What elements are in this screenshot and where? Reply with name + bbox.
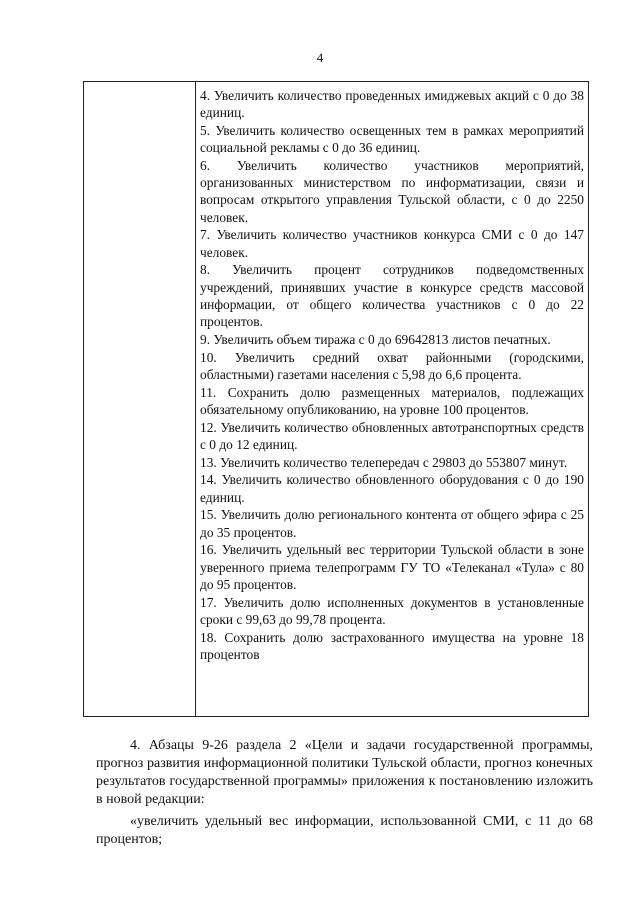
body-text	[96, 737, 593, 853]
indicator-item: 10. Увеличить средний охват районными (городскими, областными) газетами населения с 5,98 до 6,6 процента.	[200, 349, 584, 382]
indicator-item: 14. Увеличить количество обновленного оборудования с 0 до 190 единиц.	[200, 472, 584, 505]
indicator-item: 8. Увеличить процент сотрудников подведомственных учреждений, принявших участие в конкурсе средств массовой информации, от общего количества участников с 0 до 22 процентов.	[200, 262, 584, 330]
indicator-item: 11. Сохранить долю размещенных материалов, подлежащих обязательному опубликованию, на уровне 100 процентов.	[200, 384, 584, 417]
indicator-item: 17. Увеличить долю исполненных документов в установленные сроки с 99,63 до 99,78 процента.	[200, 594, 584, 627]
indicator-item: 9. Увеличить объем тиража с 0 до 69642813 листов печатных.	[200, 331, 551, 347]
indicator-item: 6. Увеличить количество участников мероприятий, организованных министерством по информатизации, связи и вопросам открытого управления Тульской области, с 0 до 2250 человек.	[200, 158, 584, 225]
table-left-cell	[84, 82, 195, 716]
indicator-item: 16. Увеличить удельный вес территории Тульской области в зоне уверенного приема телепрограмм ГУ ТО «Телеканал «Тула» с 80 до 95 процентов.	[200, 542, 584, 592]
indicator-item: 18. Сохранить долю застрахованного имущества на уровне 18 процентов	[200, 629, 584, 662]
indicators-table	[83, 81, 589, 717]
page-number: 4	[316, 50, 324, 65]
indicator-item: 4. Увеличить количество проведенных имиджевых акций с 0 до 38 единиц.	[200, 88, 584, 121]
indicator-item: 13. Увеличить количество телепередач с 29803 до 553807 минут.	[200, 454, 568, 470]
indicator-item: 7. Увеличить количество участников конкурса СМИ с 0 до 147 человек.	[200, 227, 584, 260]
amendment-paragraph: 4. Абзацы 9-26 раздела 2 «Цели и задачи государственной программы, прогноз развития информационной политики Тульской области, прогноз конечных результатов государственной программы» приложения к постановлению изложить в новой редакции:	[96, 738, 593, 807]
table-right-cell	[200, 87, 584, 716]
indicator-item: 5. Увеличить количество освещенных тем в рамках мероприятий социальной рекламы с 0 до 36 единиц.	[200, 123, 584, 156]
quoted-paragraph: «увеличить удельный вес информации, использованной СМИ, с 11 до 68 процентов;	[96, 814, 593, 847]
indicator-item: 12. Увеличить количество обновленных автотранспортных средств с 0 до 12 единиц.	[200, 419, 584, 452]
table-column-divider	[195, 82, 196, 716]
indicator-item: 15. Увеличить долю регионального контента от общего эфира с 25 до 35 процентов.	[200, 507, 584, 540]
